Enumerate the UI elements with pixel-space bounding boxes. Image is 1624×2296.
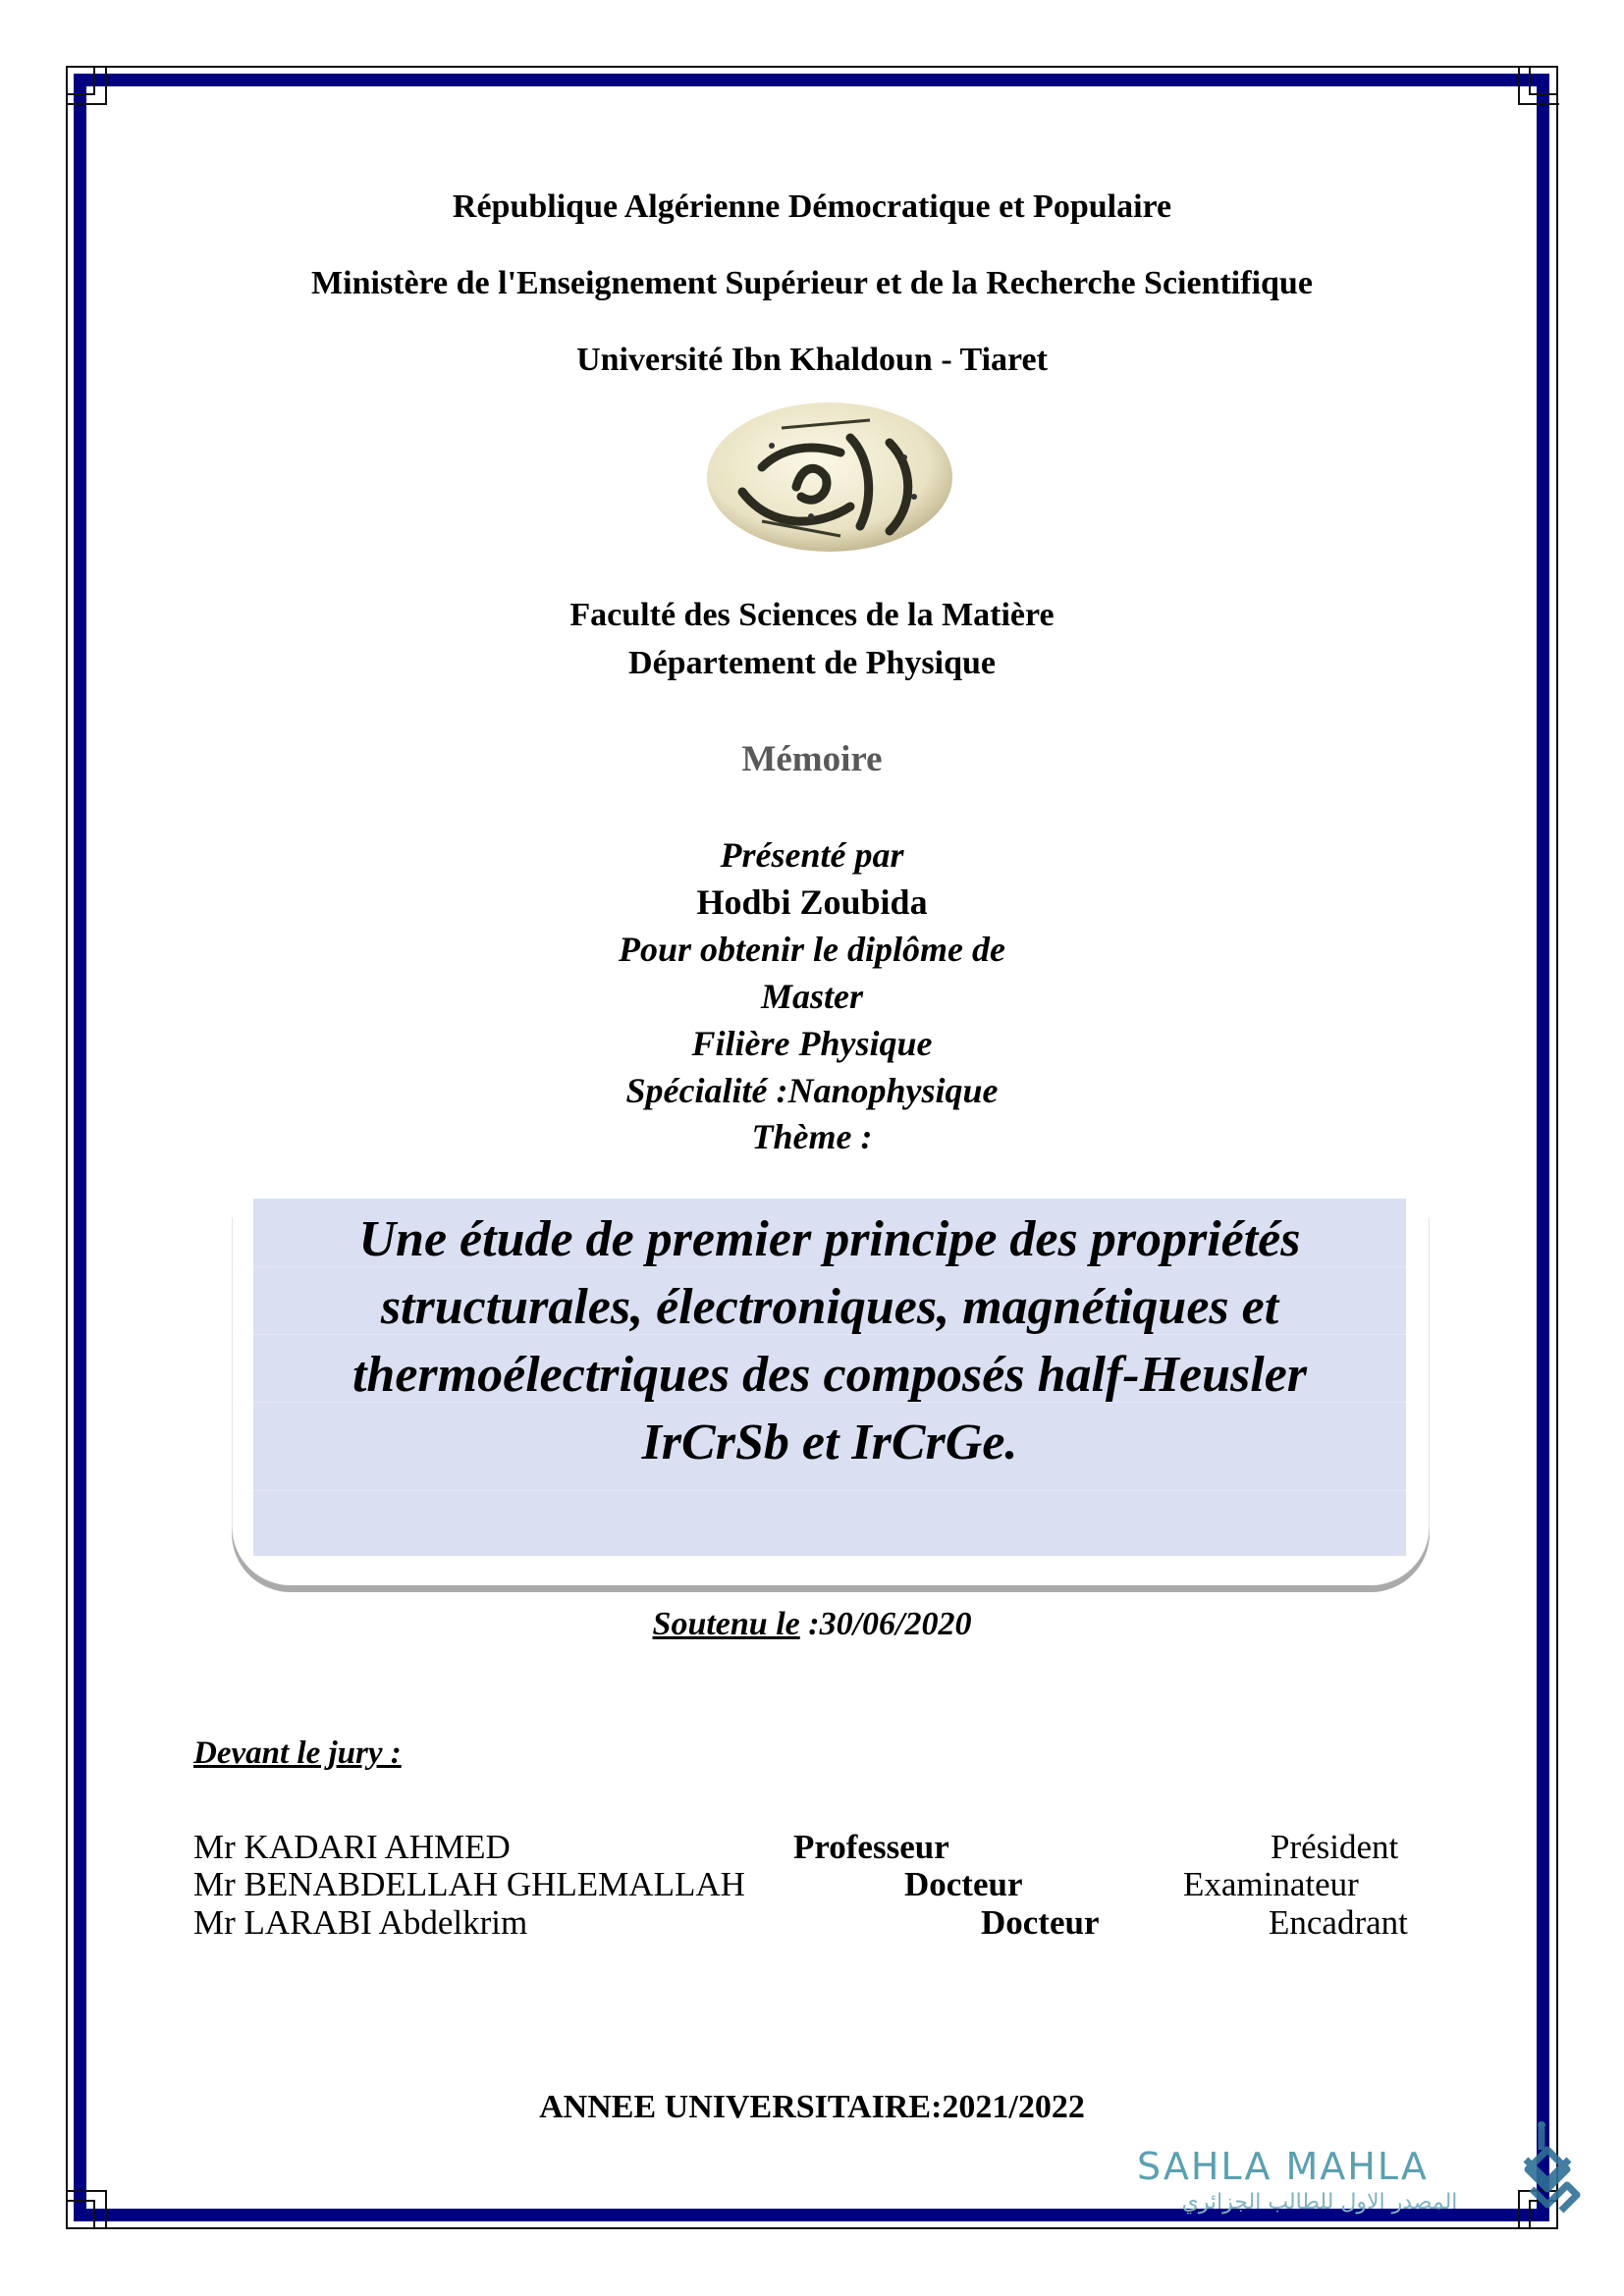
jury-member-role: Encadrant [1269,1903,1408,1942]
jury-member-title: Professeur [793,1828,949,1866]
specialty-line: Spécialité :Nanophysique [625,1071,999,1110]
presented-by-label: Présenté par [720,835,904,875]
thesis-title-line: structurales, électroniques, magnétiques et [380,1279,1279,1335]
watermark-subtitle: المصدر الاول للطالب الجزائري [1181,2190,1458,2215]
thesis-title-line: IrCrSb et IrCrGe. [641,1415,1018,1470]
theme-box-rule [253,1490,1406,1491]
watermark-title: SAHLA MAHLA [1137,2145,1429,2188]
frame-corner-ornament [1518,66,1559,105]
republic-heading: République Algérienne Démocratique et Populaire [452,188,1172,225]
jury-member-name: Mr KADARI AHMED [193,1828,511,1866]
jury-member-name: Mr BENABDELLAH GHLEMALLAH [193,1865,745,1903]
diploma-line: Pour obtenir le diplôme de [619,930,1005,969]
ministry-heading: Ministère de l'Enseignement Supérieur et de la Recherche Scientifique [311,265,1313,301]
defense-date-line [0,1606,1624,1643]
faculty-heading: Faculté des Sciences de la Matière [569,597,1055,633]
jury-label: Devant le jury : [193,1735,402,1771]
thesis-title-line: Une étude de premier principe des propriétés [358,1211,1301,1267]
university-heading: Université Ibn Khaldoun - Tiaret [576,342,1048,378]
author-name: Hodbi Zoubida [696,882,928,922]
sahla-mahla-logo-icon [1512,2120,1583,2218]
university-seal-icon [703,399,956,556]
diploma-name: Master [760,977,863,1016]
defense-label: Soutenu le [652,1606,800,1642]
thesis-title-line: thermoélectriques des composés half-Heusler [352,1347,1308,1403]
academic-year: ANNEE UNIVERSITAIRE:2021/2022 [539,2089,1085,2125]
theme-label: Thème : [751,1117,873,1156]
jury-member-title: Docteur [904,1865,1023,1903]
thesis-title [253,1205,1406,1476]
frame-corner-ornament [66,2190,107,2229]
jury-member-role: Examinateur [1183,1865,1359,1903]
field-line: Filière Physique [691,1024,933,1063]
defense-date: :30/06/2020 [808,1606,972,1642]
frame-corner-ornament [66,66,107,105]
jury-member-role: Président [1271,1828,1399,1866]
department-heading: Département de Physique [628,645,996,681]
jury-member-name: Mr LARABI Abdelkrim [193,1903,528,1942]
jury-member-title: Docteur [981,1903,1100,1942]
sahla-mahla-watermark [1137,2145,1549,2223]
document-type: Mémoire [741,739,883,779]
